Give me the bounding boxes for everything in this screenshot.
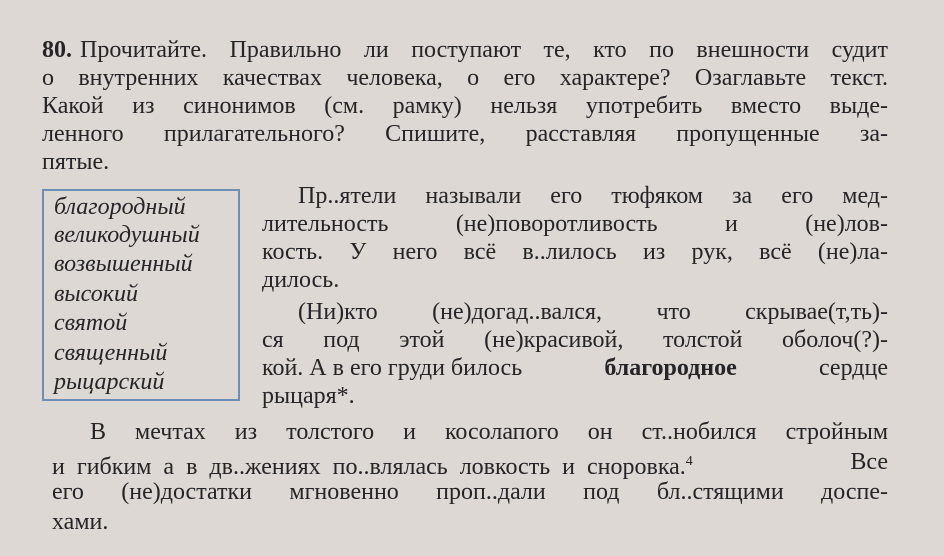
task-line-2: о внутренних качествах человека, о его характере? Озаглавьте текст.	[42, 65, 888, 91]
para1-line-3: кость. У него всё в..лилось из рук, всё (не)ла-	[262, 239, 888, 265]
footnote-marker: 4	[685, 454, 693, 469]
para2-line-1: (Ни)кто (не)догад..вался, что скрывае(т,ть)-	[298, 299, 888, 325]
synonym-1: благородный	[54, 194, 186, 220]
para2-line-3	[262, 354, 888, 382]
synonym-3: возвышенный	[54, 251, 193, 277]
para2-line-3-start: кой. А в его груди билось	[262, 355, 523, 381]
para3-line-1: В мечтах из толстого и косолапого он ст..нобился стройным	[90, 419, 888, 445]
para3-line-3: его (не)достатки мгновенно проп..дали под бл..стящими доспе-	[52, 479, 888, 505]
synonym-4: высокий	[54, 281, 138, 307]
task-line-5: пятые.	[42, 149, 110, 175]
task-line-1	[42, 36, 888, 64]
para3-line-2-end: Все	[850, 449, 888, 475]
bold-adjective: благородное	[604, 355, 737, 381]
para1-line-2: лительность (не)поворотливость и (не)лов-	[262, 211, 888, 237]
para1-line-1: Пр..ятели называли его тюфяком за его мед-	[298, 183, 888, 209]
synonym-6: священный	[54, 340, 168, 366]
synonym-5: святой	[54, 310, 128, 336]
synonym-2: великодушный	[54, 222, 200, 248]
para2-line-2: ся под этой (не)красивой, толстой оболоч(?)-	[262, 327, 888, 353]
para3-line-2-main	[52, 448, 693, 481]
synonym-7: рыцарский	[54, 369, 165, 395]
para3-line-2-text: и гибким а в дв..жениях по..влялась ловкость и сноровка.	[52, 454, 686, 480]
para2-line-4: рыцаря*.	[262, 383, 355, 409]
para3-line-2	[52, 448, 888, 481]
task-line-4: ленного прилагательного? Спишите, расставляя пропущенные за-	[42, 121, 888, 147]
task-line-1-text: Прочитайте. Правильно ли поступают те, кто по внешности судит	[80, 37, 888, 63]
para3-line-4: хами.	[52, 509, 109, 535]
exercise-number: 80.	[42, 37, 72, 63]
para1-line-4: дилось.	[262, 267, 340, 293]
task-line-3: Какой из синонимов (см. рамку) нельзя употребить вместо выде-	[42, 93, 888, 119]
para2-line-3-end: сердце	[818, 355, 888, 381]
